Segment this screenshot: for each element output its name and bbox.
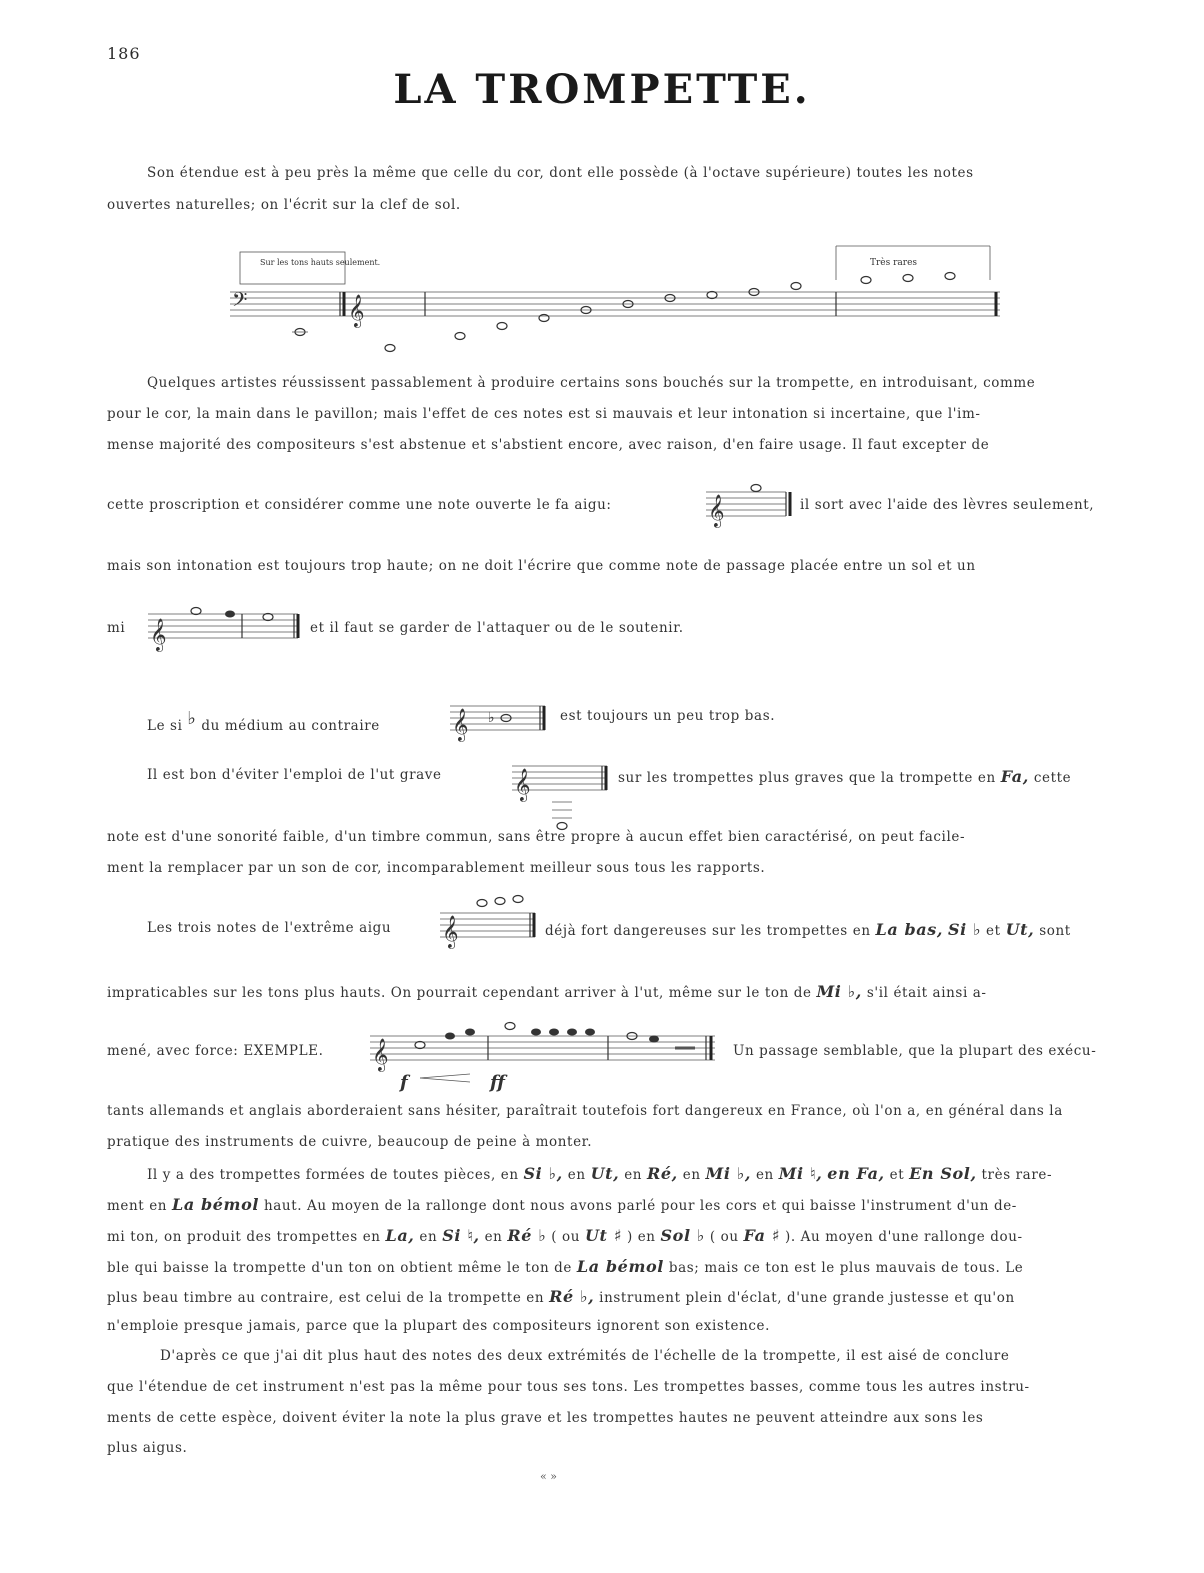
flat-sign: ♭: [187, 708, 197, 729]
para6-line2: ment en La bémol haut. Au moyen de la rallonge dont nous avons parlé pour les cors et qui baisse l'instrument d'un de-: [107, 1195, 1017, 1214]
si-bemol-staff: [450, 692, 550, 742]
dynamic-f: f: [400, 1072, 408, 1093]
para5-line5: pratique des instruments de cuivre, beaucoup de peine à monter.: [107, 1134, 593, 1150]
para3-line: Le si ♭ du médium au contraire: [147, 708, 380, 734]
para4-b: sur les trompettes plus graves que la trompette en: [618, 770, 996, 786]
key-ut: Ut,: [1005, 920, 1035, 939]
para2-line4a: cette proscription et considérer comme une note ouverte le fa aigu:: [107, 497, 612, 513]
treble-clef-icon: 𝄞: [150, 618, 167, 651]
para2-line3: mense majorité des compositeurs s'est abstenue et s'abstient encore, avec raison, d'en faire usage. Il faut excepter de: [107, 437, 990, 453]
para5-a: Les trois notes de l'extrême aigu: [147, 920, 392, 936]
range-left-label: Sur les tons hauts seulement.: [260, 258, 381, 267]
para4-line3: ment la remplacer par un son de cor, incomparablement meilleur sous tous les rapports.: [107, 860, 766, 876]
sol-mi-staff: [148, 600, 308, 655]
para6-line5: plus beau timbre au contraire, est celui de la trompette en Ré ♭, instrument plein d'éclat, d'une grande justesse et qu'on: [107, 1287, 1015, 1306]
para7-line3: ments de cette espèce, doivent éviter la note la plus grave et les trompettes hautes ne peuvent atteindre aux sons les: [107, 1410, 984, 1426]
para5-line3a: mené, avec force: EXEMPLE.: [107, 1043, 324, 1059]
para2-line6a: mi: [107, 620, 126, 636]
para5-line2b: s'il était ainsi a-: [866, 985, 987, 1001]
key-la-bas: La bas,: [875, 920, 944, 939]
footer-mark: « »: [540, 1470, 557, 1483]
para4-line2: note est d'une sonorité faible, d'un timbre commun, sans être propre à aucun effet bien caractérisé, on peut facile-: [107, 829, 966, 845]
para6-line1: Il y a des trompettes formées de toutes pièces, en Si ♭, en Ut, en Ré, en Mi ♭, en Mi ♮, en Fa, et En Sol, très rare-: [147, 1164, 1053, 1183]
svg-text:♭: ♭: [488, 710, 495, 726]
range-right-label: Très rares: [870, 258, 918, 268]
treble-clef-icon: 𝄞: [452, 708, 469, 741]
para7-line1: D'après ce que j'ai dit plus haut des notes des deux extrémités de l'échelle de la trompette, il est aisé de conclure: [160, 1348, 1010, 1364]
page-title: LA TROMPETTE.: [393, 66, 811, 113]
dynamic-ff: ff: [490, 1072, 505, 1093]
page-number: 186: [107, 44, 141, 63]
key-si-bemol: Si ♭: [947, 920, 982, 939]
para7-line2: que l'étendue de cet instrument n'est pas la même pour tous ses tons. Les trompettes basses, comme tous les autres instru-: [107, 1379, 1030, 1395]
para5-b: déjà fort dangereuses sur les trompettes en: [545, 923, 871, 939]
para1-line2: ouvertes naturelles; on l'écrit sur la clef de sol.: [107, 197, 461, 213]
para6-line6: n'emploie presque jamais, parce que la plupart des compositeurs ignorent son existence.: [107, 1318, 771, 1334]
para5-line2a: impraticables sur les tons plus hauts. On pourrait cependant arriver à l'ut, même sur le ton de: [107, 985, 812, 1001]
bass-clef-icon: 𝄢: [232, 288, 248, 316]
extreme-aigu-staff: [440, 893, 540, 953]
treble-clef-icon: 𝄞: [372, 1038, 389, 1071]
para5-line4: tants allemands et anglais aborderaient sans hésiter, paraîtrait toutefois fort dangereux en France, où l'on a, en général dans la: [107, 1103, 1063, 1119]
para2-line2: pour le cor, la main dans le pavillon; mais l'effet de ces notes est si mauvais et leur intonation si incertaine, que l'im-: [107, 406, 981, 422]
key-fa: Fa,: [1000, 767, 1029, 786]
para6-line3: mi ton, on produit des trompettes en La, en Si ♮, en Ré ♭ ( ou Ut ♯ ) en Sol ♭ ( ou Fa ♯ ). Au moyen d'une rallonge dou-: [107, 1226, 1023, 1245]
exemple-staff: [370, 1018, 725, 1093]
treble-clef-icon: 𝄞: [348, 294, 365, 327]
para5-line3b: Un passage semblable, que la plupart des exécu-: [733, 1043, 1097, 1059]
para2-line5: mais son intonation est toujours trop haute; on ne doit l'écrire que comme note de passage placée entre un sol et un: [107, 558, 976, 574]
treble-clef-icon: 𝄞: [514, 768, 531, 801]
key-mi-bemol: Mi ♭,: [816, 982, 862, 1001]
para6-line4: ble qui baisse la trompette d'un ton on obtient même le ton de La bémol bas; mais ce ton est le plus mauvais de tous. Le: [107, 1257, 1024, 1276]
treble-clef-icon: 𝄞: [708, 494, 725, 527]
para7-line4: plus aigus.: [107, 1440, 188, 1456]
para3-end: est toujours un peu trop bas.: [560, 708, 776, 724]
fa-aigu-staff: [706, 478, 796, 528]
para2-line6b: et il faut se garder de l'attaquer ou de le soutenir.: [310, 620, 684, 636]
para4-c: cette: [1033, 770, 1072, 786]
para4-a: Il est bon d'éviter l'emploi de l'ut grave: [147, 767, 442, 783]
ut-grave-staff: [512, 752, 612, 837]
para2-line1: Quelques artistes réussissent passablement à produire certains sons bouchés sur la trompette, en introduisant, comme: [147, 375, 1036, 391]
para1-line1: Son étendue est à peu près la même que celle du cor, dont elle possède (à l'octave supérieure) toutes les notes: [147, 165, 974, 181]
para2-line4b: il sort avec l'aide des lèvres seulement,: [800, 497, 1095, 513]
treble-clef-icon: 𝄞: [442, 915, 459, 948]
range-staff: [230, 240, 1010, 360]
